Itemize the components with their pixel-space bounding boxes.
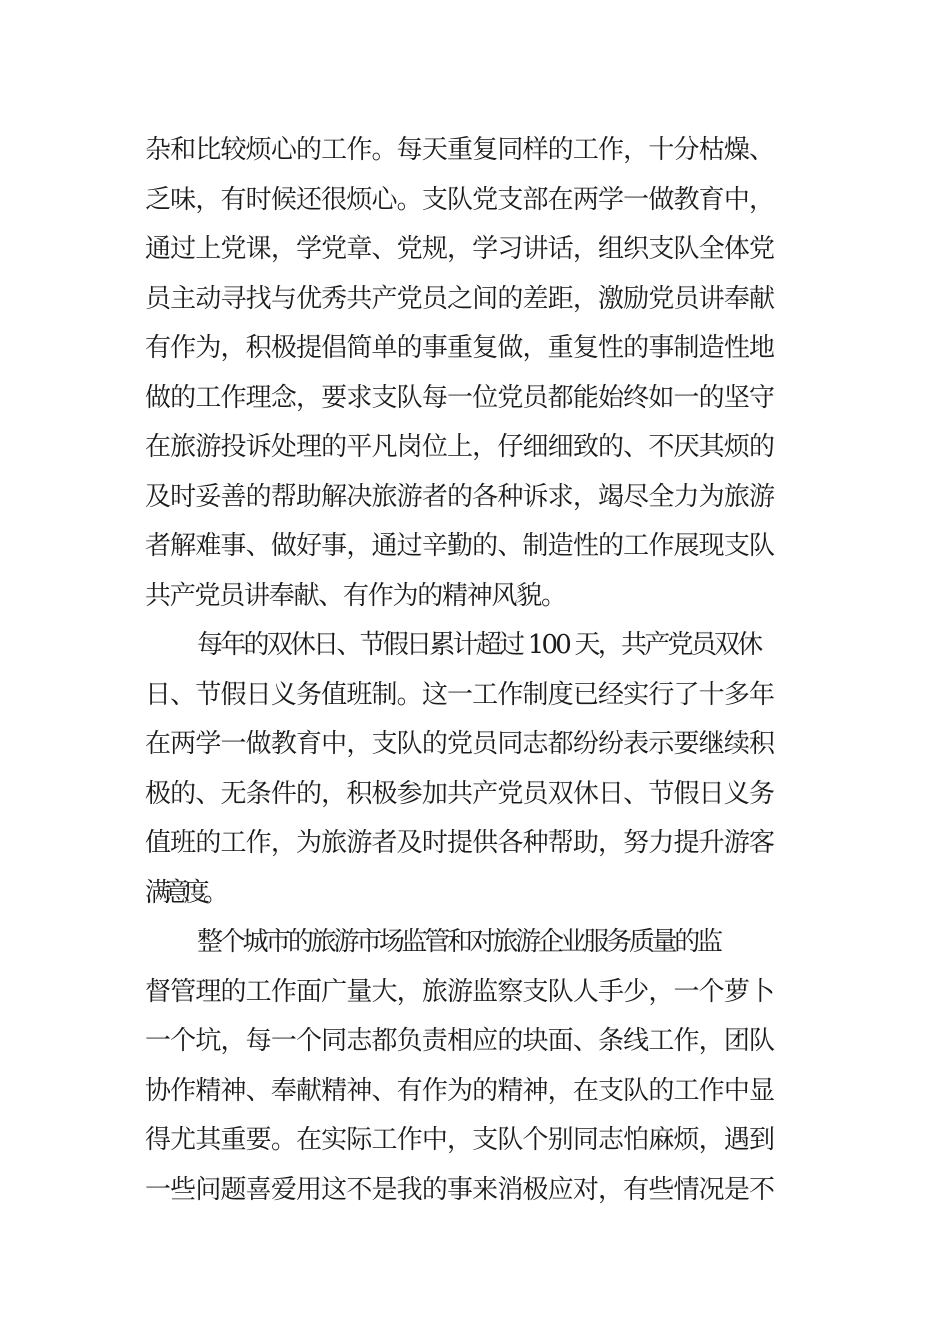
text-line: 值班的工作，为旅游者及时提供各种帮助，努力提升游客: [145, 828, 775, 858]
text-line: 者解难事、做好事，通过辛勤的、制造性的工作展现支队: [145, 531, 775, 561]
text-line: 乏味，有时候还很烦心。支队党支部在两学一做教育中，: [145, 185, 775, 215]
text-line: 督管理的工作面广量大，旅游监察支队人手少，一个萝卜: [145, 977, 775, 1007]
text-line: 员主动寻找与优秀共产党员之间的差距，激励党员讲奉献: [145, 284, 775, 314]
text-line: 一个坑，每一个同志都负责相应的块面、条线工作，团队: [145, 1026, 775, 1056]
text-line: 在旅游投诉处理的平凡岗位上，仔细细致的、不厌其烦的: [145, 432, 775, 462]
text-line: 协作精神、奉献精神、有作为的精神，在支队的工作中显: [145, 1076, 775, 1106]
text-line: 及时妥善的帮助解决旅游者的各种诉求，竭尽全力为旅游: [145, 482, 775, 512]
paragraph-first-line: 每年的双休日、节假日累计超过 100 天，共产党员双休: [197, 630, 761, 660]
paragraph-first-line: 整个城市的旅游市场监管和对旅游企业服务质量的监: [197, 927, 720, 957]
text-line: 在两学一做教育中，支队的党员同志都纷纷表示要继续积: [145, 729, 775, 759]
text-line: 极的、无条件的，积极参加共产党员双休日、节假日义务: [145, 779, 775, 809]
text-line: 得尤其重要。在实际工作中，支队个别同志怕麻烦，遇到: [145, 1125, 775, 1155]
text-line: 一些问题喜爱用这不是我的事来消极应对，有些情况是不: [145, 1175, 775, 1205]
text-line: 杂和比较烦心的工作。每天重复同样的工作，十分枯燥、: [145, 135, 775, 165]
text-line: 日、节假日义务值班制。这一工作制度已经实行了十多年: [145, 680, 775, 710]
text-line: 做的工作理念，要求支队每一位党员都能始终如一的坚守: [145, 383, 775, 413]
text-line: 共产党员讲奉献、有作为的精神风貌。: [145, 581, 566, 611]
text-line: 通过上党课，学党章、党规，学习讲话，组织支队全体党: [145, 234, 775, 264]
text-line: 满意度。: [145, 878, 223, 908]
text-line: 有作为，积极提倡简单的事重复做，重复性的事制造性地: [145, 333, 775, 363]
